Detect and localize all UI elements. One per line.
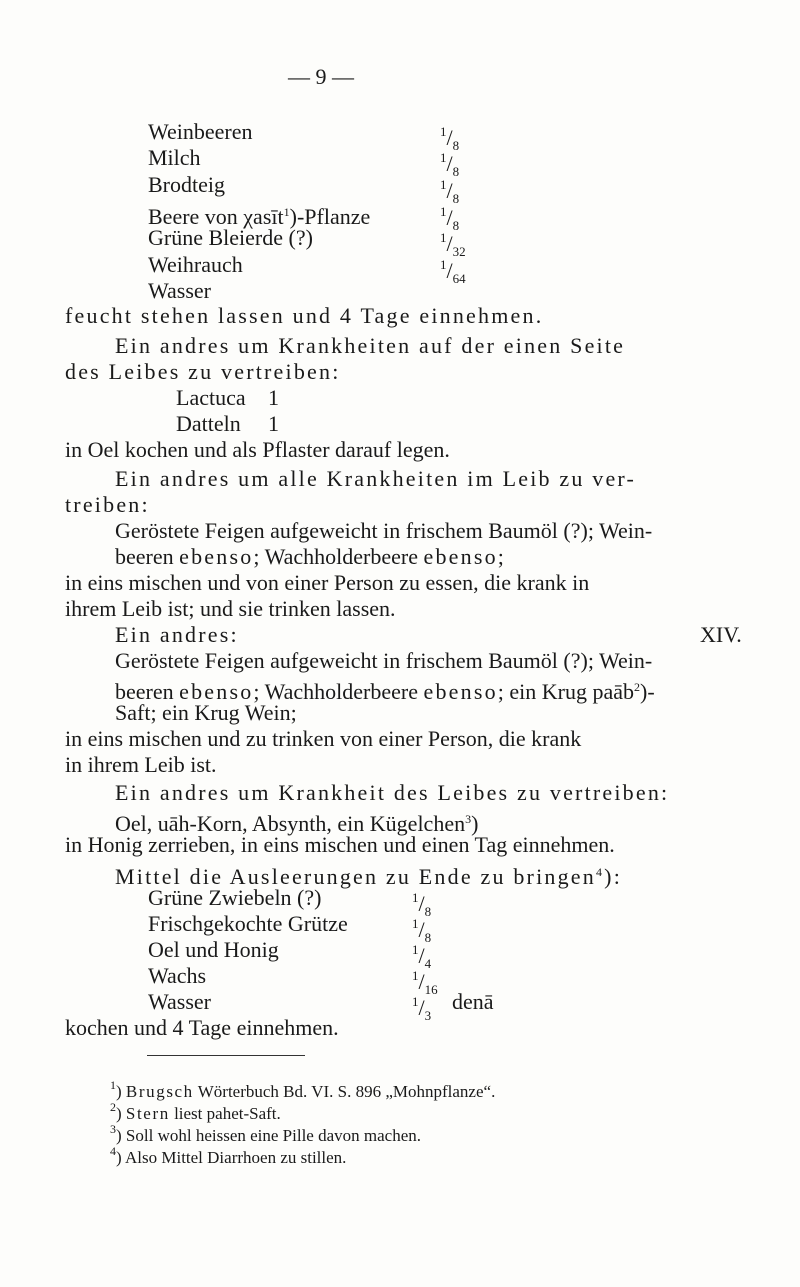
ingredient-name: Datteln <box>176 411 241 436</box>
recipe-heading: des Leibes zu vertreiben: <box>65 359 341 384</box>
ingredient-name: Weinbeeren <box>148 119 253 144</box>
recipe-heading: Ein andres: <box>115 622 239 647</box>
ingredient-name: Weihrauch <box>148 252 243 277</box>
ingredient-name: Grüne Zwiebeln (?) <box>148 885 322 910</box>
ingredient-fraction: $^1/_8$ <box>412 890 432 919</box>
footnote: $^1$) Brugsch Wörterbuch Bd. VI. S. 896 „Mohnpflanze“. <box>110 1078 496 1101</box>
text-line: in ihrem Leib ist. <box>65 752 217 777</box>
text-line: Geröstete Feigen aufgeweicht in frischem Baumöl (?); Wein- <box>115 518 653 543</box>
footnote: $^2$) Stern liest pahet-Saft. <box>110 1100 281 1123</box>
margin-number: XIV. <box>700 622 742 647</box>
ingredient-fraction: $^1/_{32}$ <box>440 230 466 259</box>
text-line: in Honig zerrieben, in eins mischen und einen Tag einnehmen. <box>65 832 615 857</box>
ingredient-name: Frischgekochte Grütze <box>148 911 348 936</box>
ingredient-extra: denā <box>452 989 494 1014</box>
recipe-heading: Mittel die Ausleerungen zu Ende zu bringen$^4$): <box>115 864 623 889</box>
text-line: Geröstete Feigen aufgeweicht in frischem Baumöl (?); Wein- <box>115 648 653 673</box>
ingredient-fraction: $^1/_8$ <box>440 177 460 206</box>
ingredient-fraction: $^1/_8$ <box>440 204 460 233</box>
ingredient-fraction: $^1/_{16}$ <box>412 968 438 997</box>
ingredient-name: Oel und Honig <box>148 937 279 962</box>
instruction-line: kochen und 4 Tage einnehmen. <box>65 1015 339 1040</box>
ingredient-fraction: $^1/_8$ <box>440 150 460 179</box>
page-number: — 9 — <box>288 64 354 89</box>
text-line: ihrem Leib ist; und sie trinken lassen. <box>65 596 396 621</box>
text-line: beeren ebenso; Wachholderbeere ebenso; ein Krug paāb$^2$)- <box>115 679 655 704</box>
ingredient-name: Wasser <box>148 278 211 303</box>
ingredient-fraction: $^1/_4$ <box>412 942 432 971</box>
text-line: in eins mischen und von einer Person zu essen, die krank in <box>65 570 590 595</box>
instruction-line: in Oel kochen und als Pflaster darauf legen. <box>65 437 450 462</box>
ingredient-fraction: $^1/_{64}$ <box>440 257 466 286</box>
recipe-heading: Ein andres um Krankheiten auf der einen Seite <box>115 333 626 358</box>
text-line: beeren ebenso; Wachholderbeere ebenso; <box>115 544 504 569</box>
ingredient-name: Grüne Bleierde (?) <box>148 225 313 250</box>
ingredient-qty: 1 <box>268 385 279 410</box>
text-line: Oel, uāh-Korn, Absynth, ein Kügelchen$^3$) <box>115 811 479 836</box>
footnote-divider <box>147 1055 305 1056</box>
footnote: $^3$) Soll wohl heissen eine Pille davon machen. <box>110 1122 422 1145</box>
ingredient-name: Brodteig <box>148 172 225 197</box>
ingredient-name: Lactuca <box>176 385 246 410</box>
recipe-heading: Ein andres um Krankheit des Leibes zu vertreiben: <box>115 780 670 805</box>
ingredient-fraction: $^1/_3$ <box>412 994 432 1023</box>
ingredient-name: Beere von χasīt$^1$)-Pflanze <box>148 204 371 229</box>
ingredient-name: Milch <box>148 145 201 170</box>
ingredient-fraction: $^1/_8$ <box>440 124 460 153</box>
ingredient-fraction: $^1/_8$ <box>412 916 432 945</box>
text-line: Saft; ein Krug Wein; <box>115 700 297 725</box>
recipe-heading: treiben: <box>65 492 150 517</box>
footnote: $^4$) Also Mittel Diarrhoen zu stillen. <box>110 1144 347 1167</box>
instruction-line: feucht stehen lassen und 4 Tage einnehmen. <box>65 303 544 328</box>
ingredient-name: Wasser <box>148 989 211 1014</box>
ingredient-name: Wachs <box>148 963 207 988</box>
text-line: in eins mischen und zu trinken von einer Person, die krank <box>65 726 582 751</box>
ingredient-qty: 1 <box>268 411 279 436</box>
recipe-heading: Ein andres um alle Krankheiten im Leib zu ver- <box>115 466 637 491</box>
